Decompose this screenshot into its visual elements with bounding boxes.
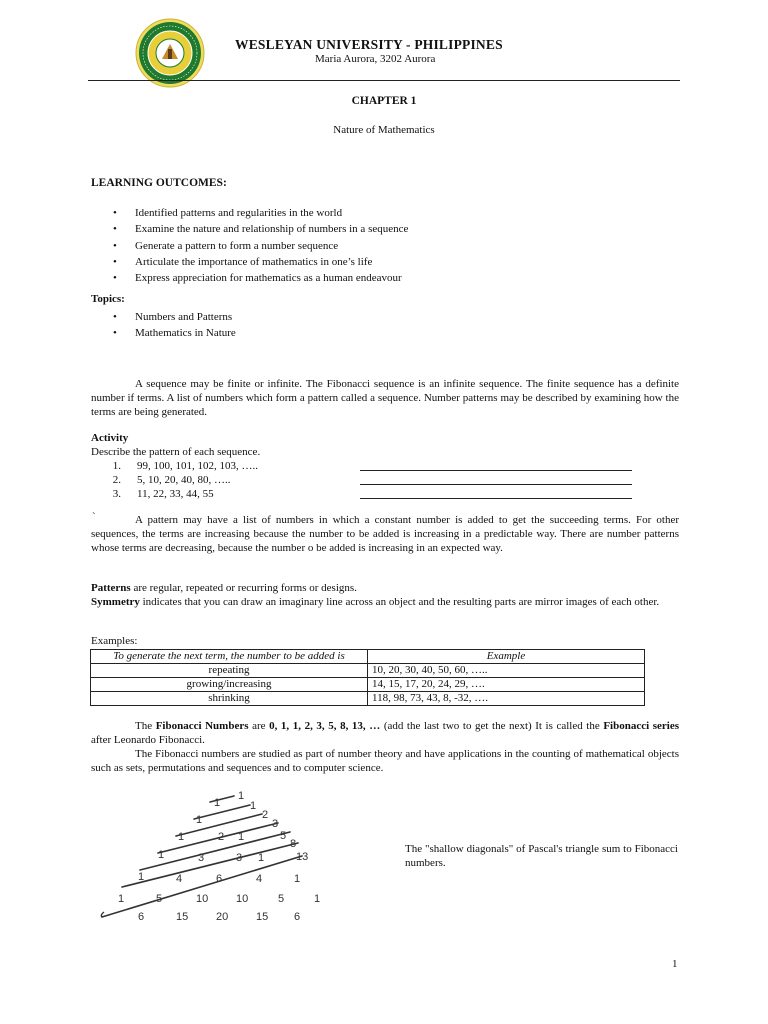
pascal-number: 15 [256, 911, 269, 923]
pascal-number: 1 [294, 873, 301, 885]
pascal-number: 4 [256, 873, 263, 885]
column-header: To generate the next term, the number to be added is [91, 650, 368, 664]
pascal-number: 1 [196, 814, 203, 826]
fibonacci-numbers-term: Fibonacci Numbers [155, 720, 249, 732]
list-item: • Numbers and Patterns [91, 309, 491, 325]
fibonacci-sum: 3 [272, 818, 279, 830]
text-run: are [248, 720, 270, 732]
answer-blank[interactable] [360, 460, 632, 471]
pascal-number: 20 [216, 911, 229, 923]
pascal-number: 3 [198, 852, 205, 864]
table-header-row [91, 650, 645, 664]
pascal-number: 15 [176, 911, 189, 923]
pascal-number: 1 [158, 849, 165, 861]
list-item: • Express appreciation for mathematics as a human endeavour [91, 270, 591, 286]
pascal-number: 1 [118, 893, 125, 905]
list-item: • Examine the nature and relationship of numbers in a sequence [91, 221, 591, 237]
fibonacci-paragraph [91, 719, 679, 747]
fibonacci-sum: 13 [296, 851, 309, 863]
fibonacci-sum: 5 [280, 830, 287, 842]
table-row [91, 678, 645, 692]
sequence-paragraph: A sequence may be finite or infinite. The Fibonacci sequence is an infinite sequence. The finite sequence has a definite number if terms. A list of numbers which form a pattern called a sequence. Number patterns may be described by examining how the terms are being generated. [91, 378, 679, 418]
topics-list [91, 309, 491, 342]
text-run: (add the last two to get the next) It is called the [380, 720, 604, 732]
examples-table [90, 649, 645, 706]
pascal-number: 1 [214, 797, 221, 809]
pascal-number: 1 [258, 852, 265, 864]
fibonacci-sum: 1 [238, 790, 245, 802]
column-header: Example [368, 650, 645, 664]
activity-instruction: Describe the pattern of each sequence. [91, 446, 261, 458]
text-run: The [135, 720, 156, 732]
university-seal-logo [134, 17, 206, 89]
activity-item [91, 460, 651, 474]
header-divider [88, 80, 680, 81]
fibonacci-sum: 8 [290, 838, 297, 850]
table-row [91, 664, 645, 678]
table-cell: shrinking [91, 692, 368, 706]
table-cell: growing/increasing [91, 678, 368, 692]
pattern-paragraph: A pattern may have a list of numbers in which a constant number is added to get the succeeding terms. For other sequences, the terms are increasing because the number to be added is increasing in a predictable way. There are number patterns whose terms are decreasing, because the number o be added is increasing in an expected way. [91, 514, 679, 554]
fibonacci-sequence: 0, 1, 1, 2, 3, 5, 8, 13, … [269, 720, 381, 732]
table-cell: 118, 98, 73, 43, 8, -32, …. [368, 692, 645, 706]
item-number: 3. [112, 488, 121, 500]
patterns-term: Patterns [91, 582, 131, 594]
chapter-subtitle: Nature of Mathematics [333, 124, 435, 136]
fibonacci-series-term: Fibonacci series [603, 720, 679, 732]
chapter-title: CHAPTER 1 [351, 95, 417, 107]
pascal-number: 1 [238, 831, 245, 843]
learning-outcomes-heading: LEARNING OUTCOMES: [91, 177, 227, 189]
examples-label: Examples: [91, 635, 138, 647]
pascal-number: 10 [196, 893, 209, 905]
pascal-number: 5 [156, 893, 163, 905]
pascal-number: 2 [218, 831, 225, 843]
pascal-number: 1 [138, 871, 145, 883]
definitions-paragraph [91, 581, 679, 609]
answer-blank[interactable] [360, 488, 632, 499]
stray-backtick: ` [92, 511, 96, 523]
fibonacci-sum: 1 [250, 800, 257, 812]
pascal-number: 10 [236, 893, 249, 905]
pascal-number: 3 [236, 852, 243, 864]
text-run: after Leonardo Fibonacci. [91, 734, 205, 746]
pascal-number: 1 [178, 831, 185, 843]
activity-heading: Activity [91, 432, 129, 444]
pascal-number: 4 [176, 873, 183, 885]
university-name: WESLEYAN UNIVERSITY - PHILIPPINES [235, 37, 503, 52]
item-number: 1. [112, 460, 121, 472]
university-address: Maria Aurora, 3202 Aurora [315, 53, 436, 65]
item-text: 5, 10, 20, 40, 80, ….. [137, 474, 231, 486]
table-cell: repeating [91, 664, 368, 678]
list-item: • Identified patterns and regularities in the world [91, 205, 591, 221]
table-cell: 10, 20, 30, 40, 50, 60, ….. [368, 664, 645, 678]
list-item: • Articulate the importance of mathematics in one’s life [91, 254, 591, 270]
learning-outcomes-list [91, 205, 591, 286]
pascal-diagonal-sums [238, 790, 308, 863]
symmetry-definition: indicates that you can draw an imaginary line across an object and the resulting parts are mirror images of each other. [139, 596, 660, 608]
item-text: 99, 100, 101, 102, 103, ….. [137, 460, 258, 472]
symmetry-term: Symmetry [91, 596, 140, 608]
item-text: 11, 22, 33, 44, 55 [137, 488, 214, 500]
pascal-number: 5 [278, 893, 285, 905]
pascal-number: 6 [216, 873, 223, 885]
figure-caption: The "shallow diagonals" of Pascal's triangle sum to Fibonacci numbers. [405, 843, 678, 869]
activity-item [91, 474, 651, 488]
pascal-number: 6 [294, 911, 301, 923]
table-row [91, 692, 645, 706]
answer-blank[interactable] [360, 474, 632, 485]
activity-item [91, 488, 651, 502]
list-item: • Generate a pattern to form a number sequence [91, 238, 591, 254]
list-item: • Mathematics in Nature [91, 325, 491, 341]
table-cell: 14, 15, 17, 20, 24, 29, …. [368, 678, 645, 692]
item-number: 2. [112, 474, 121, 486]
fibonacci-applications-paragraph: The Fibonacci numbers are studied as part of number theory and have applications in the counting of mathematical objects such as sets, permutations and sequences and to computer science. [91, 748, 679, 774]
fibonacci-sum: 2 [262, 809, 269, 821]
pascal-number: 6 [138, 911, 145, 923]
page-number: 1 [672, 958, 678, 970]
pascal-triangle-figure [92, 786, 342, 926]
pascal-number: 1 [314, 893, 321, 905]
patterns-definition: are regular, repeated or recurring forms or designs. [130, 582, 357, 594]
topics-heading: Topics: [91, 293, 125, 305]
